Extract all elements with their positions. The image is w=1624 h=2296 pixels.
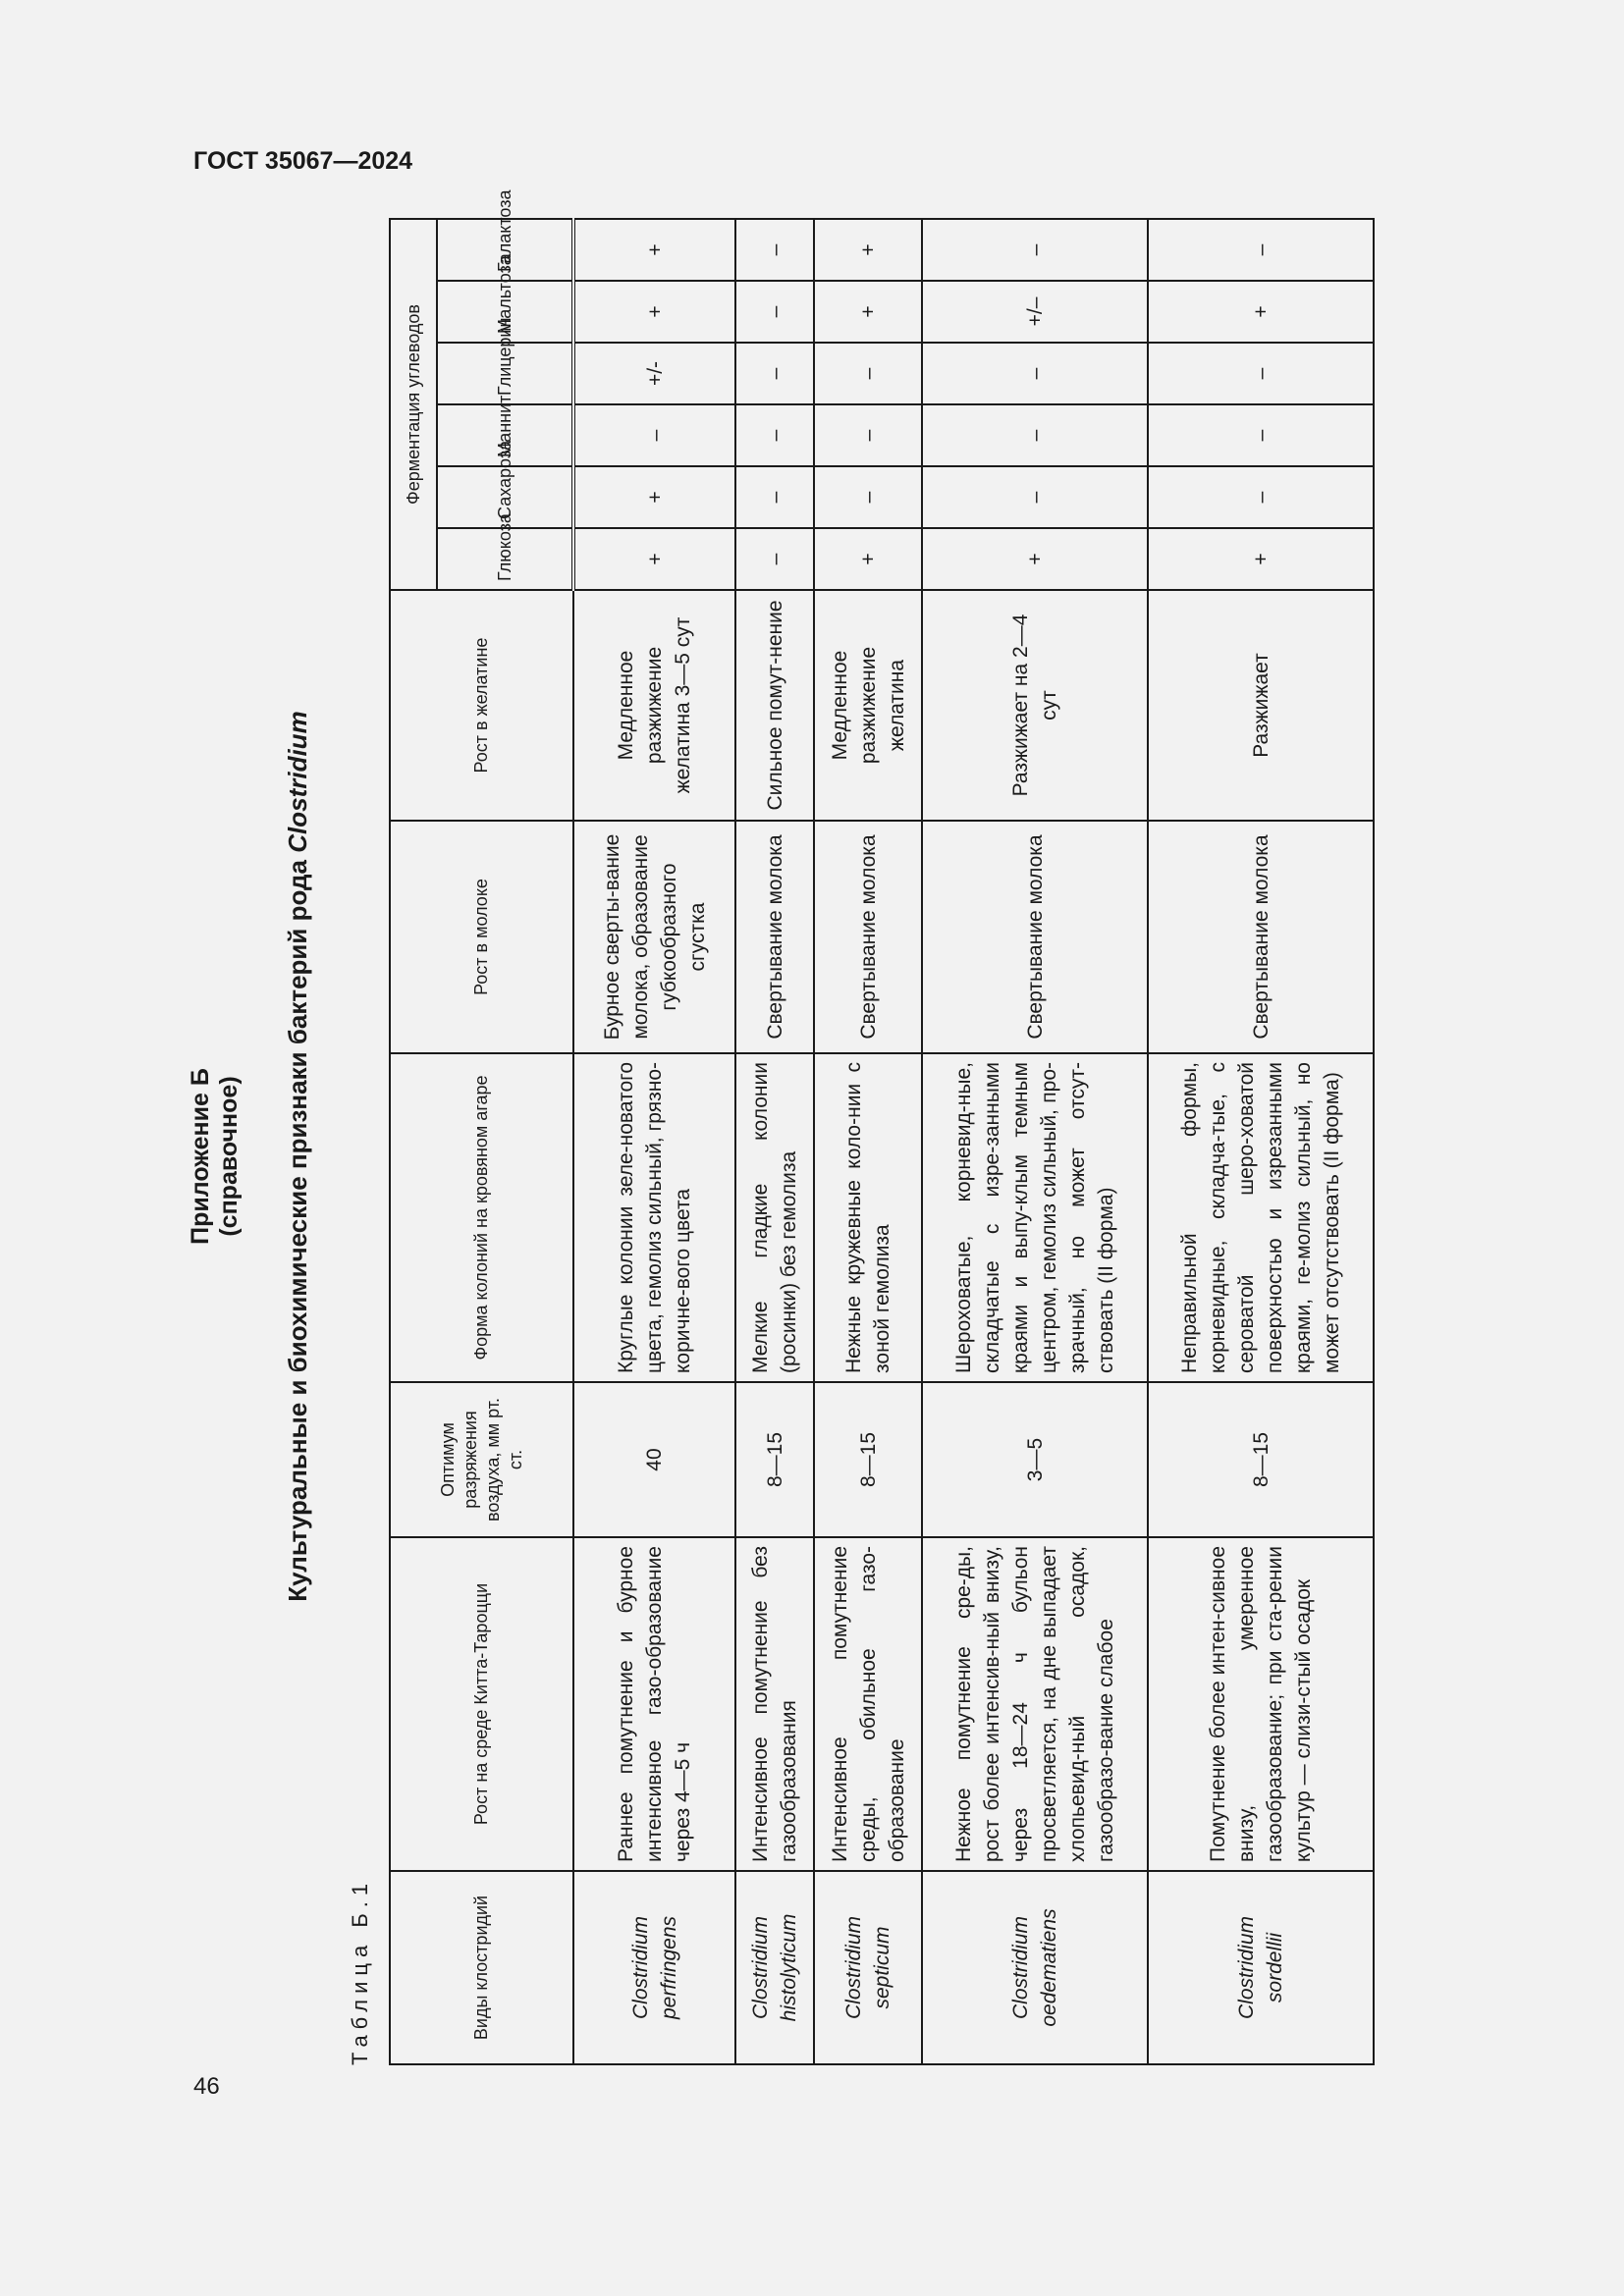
cell-gelatin: Медленное разжижение желатина: [814, 590, 922, 821]
cell-gelatin: Медленное разжижение желатина 3—5 сут: [573, 590, 735, 821]
cell-vacuum: 8—15: [814, 1382, 922, 1537]
cell-species: Clostridium perfringens: [573, 1871, 735, 2064]
cell-sugar: –: [814, 404, 922, 466]
cell-sugar: –: [735, 466, 814, 528]
cell-sugar: +: [922, 528, 1148, 590]
appendix-name: Приложение Б: [187, 1068, 214, 1245]
header-sugar: Глюкоза: [437, 528, 573, 590]
page-number: 46: [193, 2073, 220, 2100]
cell-sugar: –: [814, 466, 922, 528]
cell-sugar: –: [573, 404, 735, 466]
cell-sugar: –: [922, 466, 1148, 528]
cell-sugar: –: [735, 343, 814, 404]
header-vacuum: Оптимум разряжения воздуха, мм рт. ст.: [390, 1382, 573, 1537]
appendix-heading: [187, 241, 244, 2071]
cell-kitt: Нежное помутнение сре-ды, рост более интенсив-ный внизу, через 18—24 ч бульон просветляется, на дне выпадает хлопьевид-ный осадок, газообразо-вание слабое: [922, 1537, 1148, 1871]
table-label: Таблица Б.1: [348, 1877, 372, 2065]
cell-sugar: –: [1148, 466, 1374, 528]
cell-sugar: –: [1148, 343, 1374, 404]
cell-colonies: Мелкие гладкие колонии (росинки) без гемолиза: [735, 1053, 814, 1382]
cell-sugar: –: [922, 219, 1148, 281]
cell-kitt: Интенсивное помутнение без газообразования: [735, 1537, 814, 1871]
table-row: [573, 219, 735, 2064]
cell-milk: Свертывание молока: [922, 821, 1148, 1053]
cell-sugar: +: [1148, 528, 1374, 590]
header-sugar: Галактоза: [437, 219, 573, 281]
cell-sugar: +: [1148, 281, 1374, 343]
header-milk: Рост в молоке: [390, 821, 573, 1053]
cell-sugar: –: [735, 219, 814, 281]
cell-sugar: +: [573, 281, 735, 343]
table-title-genus: Clostridium: [283, 711, 312, 853]
cell-kitt: Помутнение более интен-сивное внизу, умеренное газообразование; при ста-рении культур — слизи-стый осадок: [1148, 1537, 1374, 1871]
cell-vacuum: 8—15: [1148, 1382, 1374, 1537]
header-gelatin: Рост в желатине: [390, 590, 573, 821]
cell-kitt: Интенсивное помутнение среды, обильное газо-образование: [814, 1537, 922, 1871]
cell-milk: Свертывание молока: [735, 821, 814, 1053]
cell-sugar: +: [814, 281, 922, 343]
table-title-text: Культуральные и биохимические признаки бактерий рода: [283, 852, 312, 1602]
cell-kitt: Раннее помутнение и бурное интенсивное газо-образование через 4—5 ч: [573, 1537, 735, 1871]
header-species: Виды клостридий: [390, 1871, 573, 2064]
cell-gelatin: Сильное помут-нение: [735, 590, 814, 821]
cell-sugar: –: [814, 343, 922, 404]
table-row: [1148, 219, 1374, 2064]
cell-sugar: +: [573, 528, 735, 590]
header-sugar: Маннит: [437, 404, 573, 466]
cell-sugar: +: [814, 219, 922, 281]
cell-colonies: Шероховатые, корневид-ные, складчатые с изре-занными краями и выпу-клым темным центром, гемолиз сильный, про-зрачный, но может отсут-ствовать (II форма): [922, 1053, 1148, 1382]
cell-vacuum: 8—15: [735, 1382, 814, 1537]
cell-sugar: –: [735, 404, 814, 466]
cell-sugar: –: [735, 281, 814, 343]
cell-colonies: Неправильной формы, корневидные, складча-тые, с сероватой шеро-ховатой поверхностью и изрезанными краями, ге-молиз сильный, но может отсутствовать (II форма): [1148, 1053, 1374, 1382]
data-table: [389, 189, 1375, 2065]
table-row: [735, 219, 814, 2064]
cell-gelatin: Разжижает на 2—4 сут: [922, 590, 1148, 821]
cell-vacuum: 40: [573, 1382, 735, 1537]
cell-milk: Свертывание молока: [1148, 821, 1374, 1053]
cell-sugar: –: [922, 404, 1148, 466]
cell-vacuum: 3—5: [922, 1382, 1148, 1537]
cell-sugar: –: [735, 528, 814, 590]
cell-species: Clostridium histolyticum: [735, 1871, 814, 2064]
cell-sugar: +: [814, 528, 922, 590]
header-sugar: Сахароза: [437, 466, 573, 528]
header-colonies: Форма колоний на кровяном агаре: [390, 1053, 573, 1382]
cell-colonies: Нежные кружевные коло-нии с зоной гемолиза: [814, 1053, 922, 1382]
cell-sugar: –: [1148, 404, 1374, 466]
header-sugar: Глицерин: [437, 343, 573, 404]
header-kitt: Рост на среде Китта-Тароцци: [390, 1537, 573, 1871]
cell-species: Clostridium oedematiens: [922, 1871, 1148, 2064]
rotated-content: [173, 189, 1343, 2071]
table-row: [814, 219, 922, 2064]
cell-sugar: +/–: [922, 281, 1148, 343]
cell-sugar: +: [573, 466, 735, 528]
cell-sugar: +/-: [573, 343, 735, 404]
header-fermentation: Ферментация углеводов: [390, 219, 437, 590]
cell-sugar: +: [573, 219, 735, 281]
cell-colonies: Круглые колонии зеле-новатого цвета, гемолиз сильный, грязно-коричне-вого цвета: [573, 1053, 735, 1382]
cell-sugar: –: [1148, 219, 1374, 281]
table-row: [922, 219, 1148, 2064]
cell-sugar: –: [922, 343, 1148, 404]
table-title: [283, 241, 313, 2071]
document-code: ГОСТ 35067—2024: [193, 147, 413, 175]
cell-species: Clostridium septicum: [814, 1871, 922, 2064]
appendix-type: (справочное): [215, 1076, 243, 1237]
cell-species: Clostridium sordellii: [1148, 1871, 1374, 2064]
header-sugar: Мальтоза: [437, 281, 573, 343]
cell-milk: Бурное сверты-вание молока, образование губкообразного сгустка: [573, 821, 735, 1053]
cell-gelatin: Разжижает: [1148, 590, 1374, 821]
cell-milk: Свертывание молока: [814, 821, 922, 1053]
